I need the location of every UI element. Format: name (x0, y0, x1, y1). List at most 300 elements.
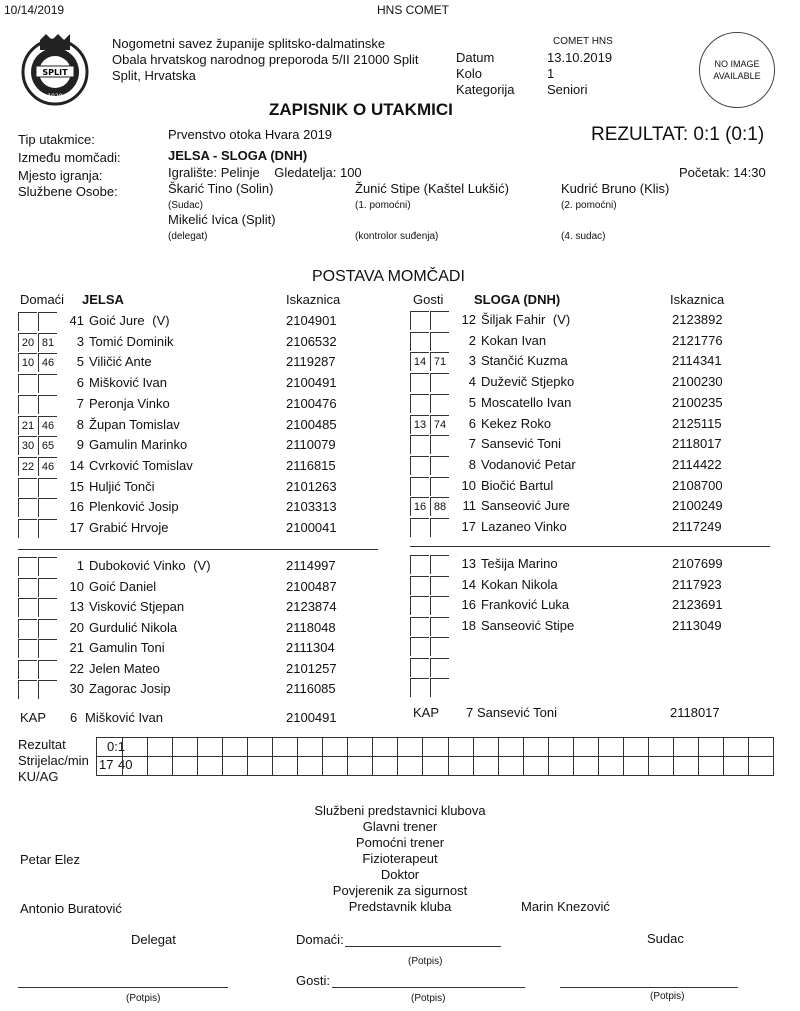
player-name-text: Grabić Hrvoje (89, 520, 169, 535)
score-grid-cell (172, 738, 173, 775)
logo-year: 1920 (47, 93, 63, 100)
away-kap-label: KAP (413, 705, 440, 720)
rep-left-2: Antonio Buratović (20, 901, 122, 916)
player-id: 2118048 (286, 619, 336, 635)
teams-value: JELSA - SLOGA (DNH) (168, 148, 308, 163)
away-player-row (410, 311, 780, 331)
official-delegate-role: (delegat) (168, 231, 208, 242)
player-id: 2110079 (286, 437, 336, 453)
player-name (481, 312, 570, 327)
sub-off-box (38, 639, 57, 658)
shirt-number: 10 (69, 578, 84, 594)
player-name-text: Viličić Ante (89, 354, 152, 370)
score-grid-cell (573, 738, 574, 775)
goalkeeper-tag: (V) (552, 312, 571, 327)
away-player-row (410, 477, 780, 497)
player-id: 2100041 (286, 520, 337, 535)
sig-sudac-potpis: (Potpis) (650, 991, 685, 1002)
player-name (481, 597, 573, 612)
player-name (89, 579, 160, 594)
no-image-placeholder (699, 32, 775, 108)
home-player-row (18, 557, 388, 577)
player-name (89, 437, 191, 452)
home-player-row (18, 457, 388, 477)
sub-off-box (430, 477, 449, 496)
player-id: 2106532 (286, 333, 337, 349)
score-grid-midline (97, 756, 773, 757)
home-player-row (18, 660, 388, 680)
player-name (89, 354, 156, 369)
score-grid-cell (222, 738, 223, 775)
sub-off-box (38, 374, 57, 393)
player-name (89, 458, 197, 473)
player-id: 2123892 (672, 312, 723, 327)
score-grid-scorer-min: 40 (118, 757, 133, 772)
player-name-text: Stančić Kuzma (481, 353, 568, 369)
away-player-row (410, 435, 780, 455)
home-label: Domaći (20, 292, 65, 307)
datum-value: 13.10.2019 (547, 50, 613, 65)
sub-off-box (430, 678, 449, 697)
sub-on-box (18, 660, 37, 679)
sub-off-box: 88 (430, 497, 449, 516)
player-name-text: Jelen Mateo (89, 660, 160, 676)
strijelac-label: Strijelac/min (18, 753, 89, 768)
score-grid-cell (473, 738, 474, 775)
role-club-rep: Predstavnik kluba (348, 899, 452, 914)
sub-on-box (410, 637, 429, 656)
player-name-text: Šiljak Fahir (481, 312, 546, 327)
sig-away-label: Gosti: (296, 973, 330, 988)
home-player-row (18, 598, 388, 618)
player-name (481, 374, 578, 389)
shirt-number: 41 (69, 313, 84, 328)
home-player-row (18, 416, 388, 436)
player-name (89, 313, 170, 328)
away-player-row (410, 373, 780, 393)
official-referee-role: (Sudac) (168, 200, 204, 211)
role-security: Povjerenik za sigurnost (332, 883, 468, 898)
player-id: 2116815 (286, 457, 336, 473)
player-id: 2111304 (286, 640, 335, 655)
sub-on-box (410, 456, 429, 475)
player-name (481, 395, 575, 410)
sub-on-box (410, 617, 429, 636)
shirt-number: 22 (69, 660, 84, 676)
player-name (89, 334, 178, 349)
score-grid-cell (748, 738, 749, 775)
sub-off-box (38, 680, 57, 699)
home-kap-no: 6 (70, 710, 78, 725)
shirt-number: 6 (76, 375, 84, 391)
rezultat-label: Rezultat (18, 737, 66, 752)
player-id: 2123874 (286, 599, 337, 614)
shirt-number: 7 (468, 436, 476, 452)
score-grid-cell (397, 738, 398, 775)
player-name-text: Kokan Ivan (481, 332, 547, 348)
away-player-row (410, 415, 780, 435)
player-name-text: Vodanović Petar (481, 456, 576, 472)
sub-off-box (430, 576, 449, 595)
role-doctor: Doktor (380, 867, 420, 882)
shirt-number: 5 (76, 354, 84, 370)
sub-off-box (430, 311, 449, 330)
home-player-row (18, 680, 388, 700)
player-id: 2104901 (286, 313, 337, 328)
sub-off-box (430, 456, 449, 475)
score-grid-scorer-no: 17 (99, 757, 114, 772)
player-id: 2119287 (286, 354, 336, 370)
away-kap-id: 2118017 (670, 705, 720, 720)
sub-on-box (410, 435, 429, 454)
score-grid-cell (122, 738, 123, 775)
goalkeeper-tag: (V) (193, 558, 211, 573)
venue-label: Mjesto igranja: (18, 168, 103, 183)
sub-on-box (410, 596, 429, 615)
player-name-text: Sansević Toni (481, 436, 561, 452)
sub-on-box (410, 477, 429, 496)
federation-logo-icon (18, 32, 92, 106)
print-date: 10/14/2019 (4, 3, 65, 17)
shirt-number: 9 (76, 437, 84, 453)
print-title: HNS COMET (377, 3, 449, 17)
document-title: ZAPISNIK O UTAKMICI (269, 100, 453, 119)
player-name-text: Lazaneo Vinko (481, 519, 567, 534)
role-head-coach: Glavni trener (362, 819, 438, 834)
player-name-text: Moscatello Ivan (481, 394, 572, 410)
score-grid-cell (247, 738, 248, 775)
sub-on-box (18, 519, 37, 538)
sub-off-box: 71 (430, 352, 449, 371)
shirt-number: 8 (76, 416, 84, 432)
home-player-row (18, 578, 388, 598)
sub-on-box (410, 373, 429, 392)
player-id: 2114341 (672, 353, 722, 369)
player-name-text: Tomić Dominik (89, 333, 174, 349)
sub-on-box: 16 (410, 497, 429, 516)
sub-on-box: 20 (18, 333, 37, 352)
player-name-text: Sanseović Jure (481, 498, 570, 514)
score-grid-cell (498, 738, 499, 775)
player-name (89, 558, 211, 573)
sub-off-box (430, 435, 449, 454)
player-name (89, 396, 174, 411)
score-grid-cell (723, 738, 724, 775)
sig-sudac-line (560, 987, 738, 988)
sub-on-box (18, 312, 37, 331)
away-player-row (410, 456, 780, 476)
player-id: 2100487 (286, 578, 337, 594)
rep-right-1: Marin Knezović (521, 899, 610, 914)
shirt-number: 21 (69, 640, 84, 655)
player-id: 2116085 (286, 681, 336, 696)
shirt-number: 7 (76, 395, 84, 411)
home-kap-id: 2100491 (286, 710, 337, 725)
sub-off-box (38, 498, 57, 517)
home-player-row (18, 619, 388, 639)
player-id: 2100485 (286, 416, 337, 432)
score-grid-cell (272, 738, 273, 775)
away-player-row (410, 637, 780, 657)
player-name (481, 416, 555, 431)
player-id: 2117923 (672, 576, 722, 592)
sub-on-box (410, 332, 429, 351)
home-id-header: Iskaznica (286, 292, 341, 307)
sub-on-box (410, 518, 429, 537)
sub-on-box (18, 619, 37, 638)
sig-home-label: Domaći: (296, 932, 344, 947)
away-player-row (410, 497, 780, 517)
officials-label: Službene Osobe: (18, 184, 118, 199)
player-name (481, 618, 578, 633)
sub-off-box (38, 598, 57, 617)
player-name-text: Plenković Josip (89, 499, 179, 515)
shirt-number: 14 (69, 457, 84, 473)
official-referee: Škarić Tino (Solin) (168, 181, 274, 196)
shirt-number: 16 (69, 499, 84, 515)
player-name-text: Duževič Stjepko (481, 374, 575, 390)
player-name-text: Cvrković Tomislav (89, 457, 193, 473)
shirt-number: 14 (461, 576, 476, 592)
official-assistant1: Žunić Stipe (Kaštel Lukšić) (355, 181, 509, 196)
shirt-number: 2 (468, 332, 476, 348)
player-name (89, 620, 181, 635)
player-id: 2101257 (286, 660, 337, 676)
sub-off-box (38, 519, 57, 538)
player-id: 2101263 (286, 478, 337, 494)
official-delegate: Mikelić Ivica (Split) (168, 212, 276, 227)
player-name (481, 519, 571, 534)
sig-home-line (345, 946, 501, 947)
datum-label: Datum (456, 50, 495, 65)
sub-on-box (410, 311, 429, 330)
player-id: 2113049 (672, 617, 722, 633)
home-player-row (18, 353, 388, 373)
result-heading: REZULTAT: 0:1 (0:1) (591, 124, 765, 145)
player-id: 2100476 (286, 395, 337, 411)
player-name (89, 520, 172, 535)
score-grid-cell (698, 738, 699, 775)
rep-left-1: Petar Elez (20, 852, 80, 867)
sub-on-box: 10 (18, 353, 37, 372)
away-player-row (410, 576, 780, 596)
teams-label: Između momčadi: (18, 150, 121, 165)
sub-on-box: 21 (18, 416, 37, 435)
player-name-text: Gurdulić Nikola (89, 619, 178, 635)
sig-away-line (332, 987, 525, 988)
home-player-row (18, 478, 388, 498)
role-assistant-coach: Pomoćni trener (355, 835, 445, 850)
player-name (89, 599, 188, 614)
player-id: 2107699 (672, 556, 723, 571)
away-kap-no: 7 (466, 705, 474, 720)
sub-off-box (38, 578, 57, 597)
player-name (481, 638, 485, 653)
player-id: 2125115 (672, 415, 722, 431)
player-id: 2100230 (672, 374, 723, 390)
player-name (481, 679, 485, 694)
player-name-text: Visković Stjepan (89, 599, 185, 614)
kategorija-value: Seniori (547, 82, 588, 97)
goalkeeper-tag: (V) (152, 313, 170, 328)
player-name (481, 577, 562, 592)
kategorija-label: Kategorija (456, 82, 515, 97)
shirt-number: 6 (468, 415, 476, 431)
score-grid-cell (322, 738, 323, 775)
sub-on-box: 30 (18, 436, 37, 455)
player-name (481, 333, 550, 348)
sig-delegat-label: Delegat (131, 932, 176, 947)
shirt-number: 17 (461, 519, 476, 534)
sub-off-box: 46 (38, 416, 57, 435)
player-name (481, 556, 562, 571)
away-team: SLOGA (DNH) (474, 292, 561, 307)
sub-off-box (430, 394, 449, 413)
shirt-number: 4 (468, 374, 476, 390)
official-assistant1-role: (1. pomoćni) (355, 200, 411, 211)
player-name-text: Duboković Vinko (89, 558, 186, 573)
away-id-header: Iskaznica (670, 292, 725, 307)
logo-text: SPLIT (42, 68, 68, 77)
sub-on-box (410, 658, 429, 677)
sub-off-box (430, 617, 449, 636)
shirt-number: 3 (468, 353, 476, 369)
player-name (481, 353, 572, 368)
score-grid-result-1: 0:1 (107, 739, 126, 754)
sub-on-box (18, 395, 37, 414)
sub-off-box: 74 (430, 415, 449, 434)
sub-off-box (430, 658, 449, 677)
away-divider (410, 546, 770, 547)
player-name-text: Tešija Marino (481, 556, 558, 571)
player-id: 2100491 (286, 375, 337, 391)
official-assistant2-role: (2. pomoćni) (561, 200, 617, 211)
system-name: COMET HNS (553, 36, 613, 47)
player-name (89, 499, 183, 514)
sub-on-box (18, 598, 37, 617)
score-grid-cell (623, 738, 624, 775)
shirt-number: 18 (461, 617, 476, 633)
player-name (89, 681, 175, 696)
player-name (89, 375, 171, 390)
federation-address: Obala hrvatskog narodnog preporoda 5/II 21000 Split (112, 52, 419, 67)
player-name (481, 457, 580, 472)
player-name-text: Goić Daniel (89, 578, 157, 594)
sub-off-box (38, 395, 57, 414)
player-id: 2121776 (672, 332, 723, 348)
away-player-row (410, 555, 780, 575)
sig-delegat-potpis: (Potpis) (126, 993, 161, 1004)
home-team: JELSA (82, 292, 124, 307)
sub-off-box (430, 637, 449, 656)
away-player-row (410, 394, 780, 414)
player-id: 2100235 (672, 394, 723, 410)
home-kap-name: Mišković Ivan (85, 710, 164, 725)
away-player-row (410, 352, 780, 372)
shirt-number: 12 (461, 312, 476, 327)
sub-on-box (18, 498, 37, 517)
sub-off-box (38, 660, 57, 679)
sub-on-box (410, 576, 429, 595)
sub-on-box (18, 680, 37, 699)
score-grid-cell (598, 738, 599, 775)
player-name (481, 659, 485, 674)
player-name-text: Huljić Tonči (89, 478, 155, 494)
sig-home-potpis: (Potpis) (408, 956, 443, 967)
no-image-line2: AVAILABLE (713, 71, 761, 81)
lineup-title: POSTAVA MOMČADI (312, 268, 465, 285)
player-name-text: Kokan Nikola (481, 576, 558, 592)
player-name-text: Peronja Vinko (89, 395, 170, 411)
home-kap-label: KAP (20, 710, 47, 725)
player-name-text: Zagorac Josip (89, 681, 171, 696)
home-player-row (18, 374, 388, 394)
player-name (481, 436, 565, 451)
player-name-text: Mišković Ivan (89, 375, 168, 391)
sub-on-box: 14 (410, 352, 429, 371)
sub-off-box (38, 478, 57, 497)
shirt-number: 15 (69, 478, 84, 494)
sig-sudac-label: Sudac (647, 931, 684, 946)
score-grid-cell (523, 738, 524, 775)
player-name (89, 417, 184, 432)
no-image-line1: NO IMAGE (714, 59, 760, 69)
away-player-row (410, 678, 780, 698)
sub-on-box (18, 374, 37, 393)
score-grid-cell (648, 738, 649, 775)
home-player-row (18, 395, 388, 415)
sub-on-box (410, 394, 429, 413)
kickoff-time: Početak: 14:30 (679, 165, 766, 180)
sub-on-box (18, 478, 37, 497)
player-id: 2100249 (672, 498, 723, 514)
club-reps-title: Službeni predstavnici klubova (314, 803, 486, 818)
player-name (89, 479, 159, 494)
sub-on-box: 13 (410, 415, 429, 434)
score-grid-cell (197, 738, 198, 775)
player-id: 2114997 (286, 558, 336, 573)
score-grid-cell (372, 738, 373, 775)
shirt-number: 16 (461, 597, 476, 612)
player-name-text: Biočić Bartul (481, 477, 554, 493)
sub-off-box (430, 555, 449, 574)
sub-on-box (18, 578, 37, 597)
player-id: 2108700 (672, 477, 723, 493)
score-grid (96, 737, 774, 776)
player-name-text: Župan Tomislav (89, 416, 180, 432)
federation-city: Split, Hrvatska (112, 68, 196, 83)
home-divider (18, 549, 378, 550)
sub-on-box (410, 555, 429, 574)
sub-on-box: 22 (18, 457, 37, 476)
player-id: 2123691 (672, 597, 723, 612)
player-name-text: Franković Luka (481, 597, 570, 612)
score-grid-cell (448, 738, 449, 775)
player-name (89, 640, 169, 655)
player-id: 2118017 (672, 436, 722, 452)
tip-label: Tip utakmice: (18, 132, 95, 147)
home-player-row (18, 498, 388, 518)
home-player-row (18, 519, 388, 539)
tip-value: Prvenstvo otoka Hvara 2019 (168, 127, 333, 142)
player-name-text: Gamulin Toni (89, 640, 165, 655)
away-player-row (410, 658, 780, 678)
federation-name: Nogometni savez županije splitsko-dalmatinske (112, 36, 386, 51)
player-name (481, 478, 557, 493)
sub-off-box (38, 557, 57, 576)
shirt-number: 30 (69, 681, 84, 696)
kolo-label: Kolo (456, 66, 483, 81)
